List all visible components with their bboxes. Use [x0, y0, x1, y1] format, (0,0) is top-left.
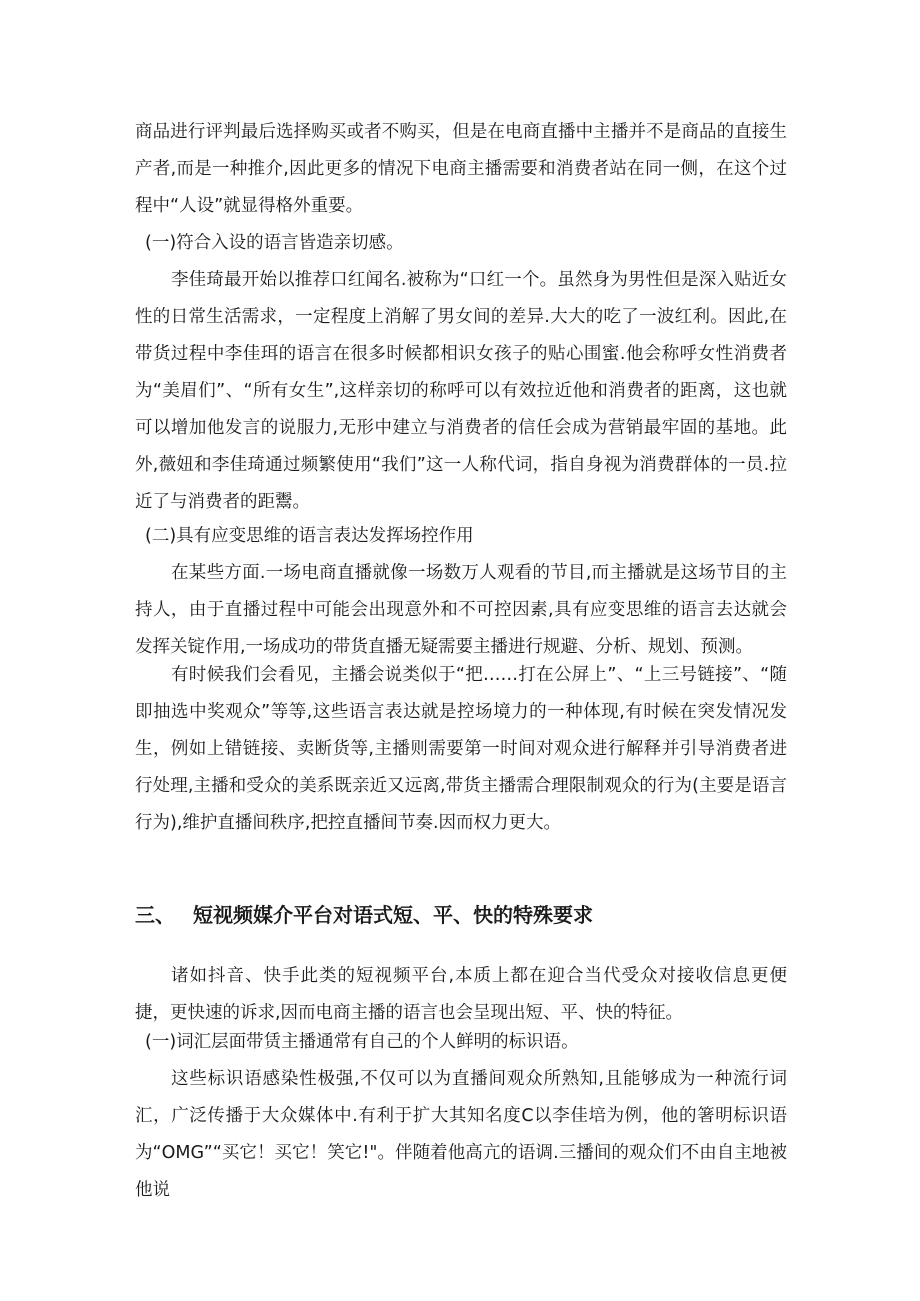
paragraph-6: 这些标识语感染性极强,不仅可以为直播间观众所熟知,且能够成为一种流行词汇，广泛传播于大众媒体中.有利于扩大其知名度C以李佳培为例，他的箸明标识语为“OMG”“买它！买它！笑它!"。伴随着他高亢的语调.三播间的观众们不由自主地被他说 [135, 1069, 787, 1200]
subheading-3: (一)词汇层面带赁主播通常有自己的个人鲜明的标识语。 [145, 1032, 579, 1052]
section-heading [135, 900, 593, 930]
paragraph-5: 诸如抖音、快手此类的短视频平台,本质上都在迎合当代受众对接收信息更便捷，更快速的诉求,因而电商主播的语言也会呈现出短、平、快的特征。 [135, 966, 787, 1023]
subheading-2: (二)具有应变思维的语言表达发挥场控作用 [145, 526, 474, 546]
paragraph-2: 李佳琦最开始以推荐口红闻名.被称为“口红一个。虽然身为男性但是深入贴近女性的日常生活需求，一定程度上消解了男女间的差异.大大的吃了一波红利。因此,在带货过程中李佳珥的语言在很多时候都相识女孩子的贴心围蜜.他会称呼女性消费者为“美眉们”、“所有女生”,这样亲切的称呼可以有效拉近他和消费者的距离，这也就可以增加他发言的说服力,无形中建立与消费者的信任会成为营销最牢固的基地。此外,薇妞和李佳琦通过频繁使用“我们”这一人称代词，指自身视为消费群体的一员.拉近了与消费者的距鬻。 [135, 270, 787, 512]
section-title: 短视频媒介平台对语式短、平、快的特殊要求 [193, 903, 593, 927]
paragraph-3: 在某些方面.一场电商直播就像一场数万人观看的节目,而主播就是这场节目的主持人，由于直播过程中可能会出现意外和不可控因素,具有应变思维的语言去达就会发挥关锭作用,一场成功的带货直播无疑需要主播进行规避、分析、规划、预测。 [135, 563, 787, 657]
subheading-1: (一)符合入设的语言皆造亲切感。 [145, 233, 404, 253]
paragraph-1: 商品进行评判最后选择购买或者不购买，但是在电商直播中主播并不是商品的直接生产者,而是一种推介,因此更多的情况下电商主播需要和消费者站在同一侧，在这个过程中“人设”就显得格外重要。 [135, 122, 787, 216]
paragraph-4: 有时候我们会看见，主播会说类似于“把……打在公屏上”、“上三号链接”、“随即抽选中奖观众”等等,这些语言表达就是控场境力的一种体现,有时候在突发情况发生，例如上错链接、卖断货等,主播则需要第一时间对观众进行解释并引导消费者进行处理,主播和受众的美系既亲近又远离,带货主播需合理限制观众的行为(主要是语言行为),维护直播间秩序,把控直播间节奏.因而权力更大。 [135, 665, 787, 833]
section-number: 三、 [135, 903, 175, 927]
